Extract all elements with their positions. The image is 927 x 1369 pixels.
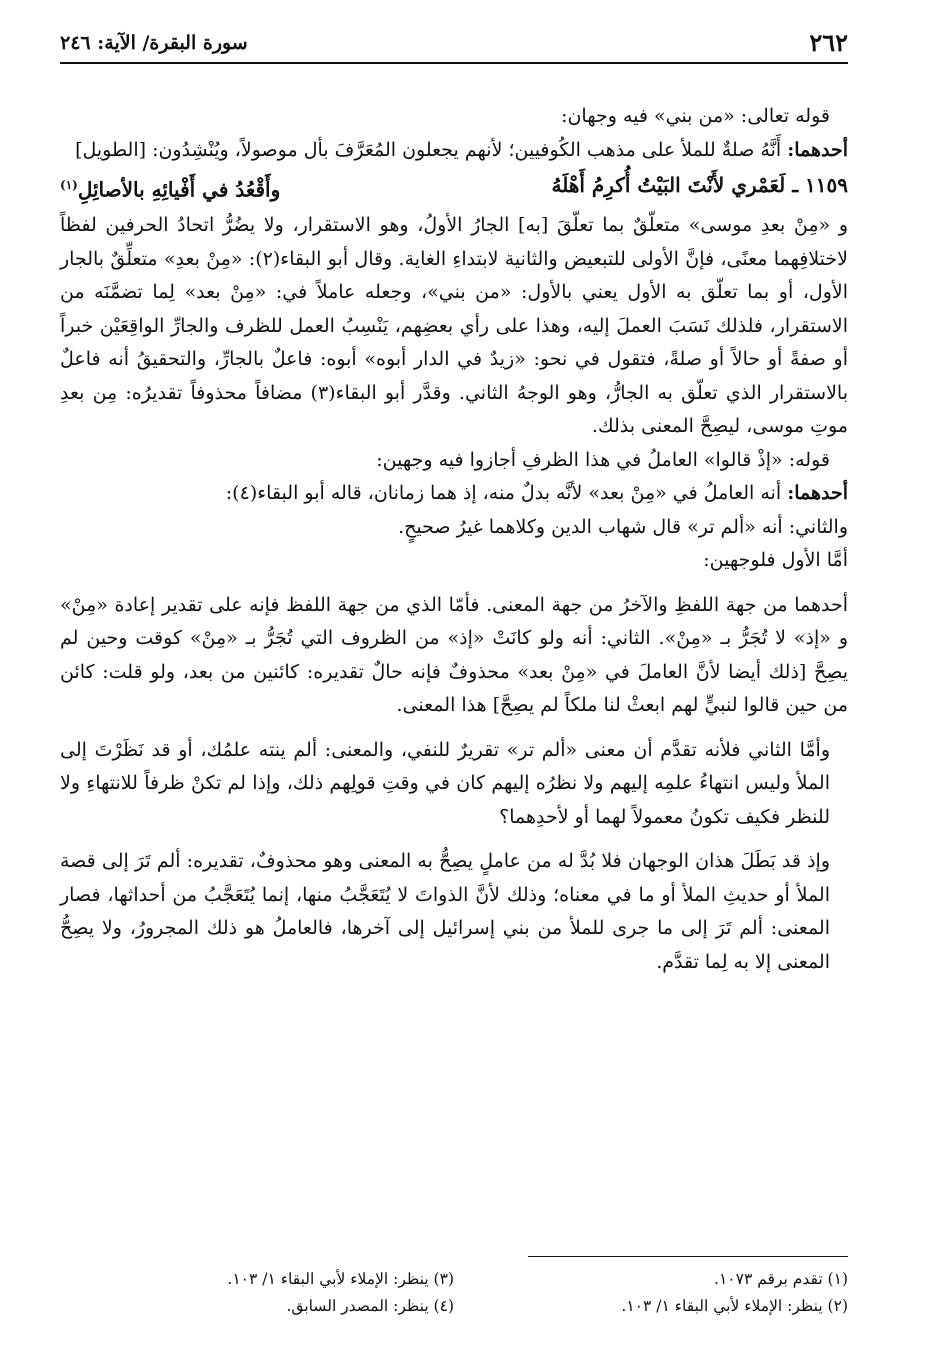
paragraph-conclusion: وإذ قد بَطَلَ هذان الوجهان فلا بُدَّ له من عاملٍ يصِحُّ به المعنى وهو محذوفٌ، تقديره: ألم تَرَ إلى قصة الملأ أو حديثِ الملأ أو ما في معناه؛ وذلك لأنَّ الذواتَ لا يُتَعَجَّبُ منها، إنما يُتَعَجَّبُ من أحداثها، فصار المعنى: ألم تَرَ إلى ما جرى للملأ من بني إسرائيل إلى آخرها، فالعاملُ هو ذلك المجرورُ، ولا يصِحُّ المعنى إلا به لِما تقدَّم. [60,850,830,973]
footnote-1: (١) تقدم برقم ١٠٧٣. [714,1270,848,1288]
paragraph-second-reason: وأمَّا الثاني فلأنه تقدَّم أن معنى «ألم تر» تقريرٌ للنفي، والمعنى: ألم ينته علمُك، أو قد نَظَرْتَ إلى الملأ وليس انتهاءُ علمِه إليهم ولا نظرُه إليهم كان في وقتِ قولِهم ذلك، وإذا لم تكنْ ظرفاً للانتهاءِ ولا للنظر فكيف تكونُ معمولاً لهما أو لأحدِهما؟ [60,738,830,828]
poem-first-text: لَعَمْري لأَنْتَ البَيْتُ أُكرِمُ أَهْلَهُ [551,173,786,197]
paragraph-first-view [60,134,848,168]
main-text [60,100,848,979]
book-page [60,28,848,1338]
lead-word: أحدهما: [787,138,848,161]
lead-word: أحدهما: [787,482,848,505]
footnote-3: (٣) ينظر: الإملاء لأبي البقاء ١/ ١٠٣. [227,1270,454,1288]
footnote-4: (٤) ينظر: المصدر السابق. [286,1297,454,1315]
poem-first-hemistich [551,169,848,207]
poem-footnote-ref: (١) [60,178,78,192]
footnote-rule [528,1256,848,1257]
footnote-2: (٢) ينظر: الإملاء لأبي البقاء ١/ ١٠٣. [621,1297,848,1315]
paragraph-first-two-reasons: أمَّا الأول فلوجهين: [703,549,848,572]
footnotes [60,1266,848,1320]
paragraph-text: أَنَّهُ صلةٌ للملأ على مذهب الكُوفيين؛ لأنهم يجعلون المُعَرَّفَ بأل موصولاً، ويُنْشِدُون: [الطويل] [75,138,782,161]
paragraph-qawluhu: قوله: «إذْ قالوا» العاملُ في هذا الظرفِ أجازوا فيه وجهين: [376,448,830,471]
header-rule [60,62,848,64]
paragraph-second-option: والثاني: أنه «ألم تر» قال شهاب الدين وكلاهما غيرُ صحيحٍ. [398,515,848,538]
paragraph-reasons: أحدهما من جهة اللفظِ والآخرُ من جهة المعنى. فأمّا الذي من جهة اللفظ فإنه على تقدير إعادة «مِنْ» و «إذ» لا تُجَرُّ بـ «مِنْ». الثاني: أنه ولو كانَتْ «إذ» من الظروف التي تُجَرُّ بـ «مِنْ» كوقت وحين لم يصِحَّ [ذلك أيضا لأنَّ العاملَ في «مِنْ بعد» محذوفٌ فإنه حالٌ تقديره: كائنين من بعد، ولو قلت: كائن من حين قالوا لنبيٍّ لهم ابعثْ لنا ملكاً لم يصِحَّ] هذا المعنى. [60,593,848,717]
poem-verse [60,169,848,207]
poem-second-hemistich [60,169,280,207]
running-title: سورة البقرة/ الآية: ٢٤٦ [60,32,248,54]
paragraph-main: و «مِنْ بعدِ موسى» متعلّقٌ بما تعلّقَ [به] الجارُ الأولُ، وهو الاستقرار، ولا يضُرُّ اتحادُ الحرفين لفظاً لاختلافِهما معنًى، فإنَّ الأولى للتبعيض والثانية لابتداءِ الغاية. وقال أبو البقاء(٢): «مِنْ بعدِ» متعلِّقٌ بالجار الأول، أو بما تعلّق به الأول يعني بالأول: «من بني»، وجعله عاملاً في: «مِنْ بعد» لِما تضمَّنَه من الاستقرار، فلذلك نَسَبَ العملَ إليه، وهذا على رأي بعضِهم، يَنْسِبُ العمل للظرف والجارِّ الواقِعَيْن خبراً أو صفةً أو حالاً أو صلةً، فتقول في نحو: «زيدٌ في الدار أبوه» أبوه: فاعلٌ بالجارِّ، والتحقيقُ أنه فاعلٌ بالاستقرار الذي تعلّق به الجارُّ، وهو الوجهُ الثاني. وقدَّر أبو البقاء(٣) مضافاً محذوفاً تقديرُه: مِن بعدِ موتِ موسى، ليصِحَّ المعنى بذلك. [60,214,848,438]
page-header [60,28,848,64]
paragraph-intro: قوله تعالى: «من بني» فيه وجهان: [561,105,830,127]
page-number: ٢٦٢ [809,28,848,57]
poem-number: ١١٥٩ ـ [792,173,848,197]
poem-second-text: وأَقْعُدُ في أَفْيائِهِ بالأصائِلِ [77,177,281,202]
paragraph-text: أنه العاملُ في «مِنْ بعد» لأنَّه بدلٌ منه، إذ هما زمانان، قاله أبو البقاء(٤): [225,482,782,505]
paragraph-first-option [60,477,848,511]
